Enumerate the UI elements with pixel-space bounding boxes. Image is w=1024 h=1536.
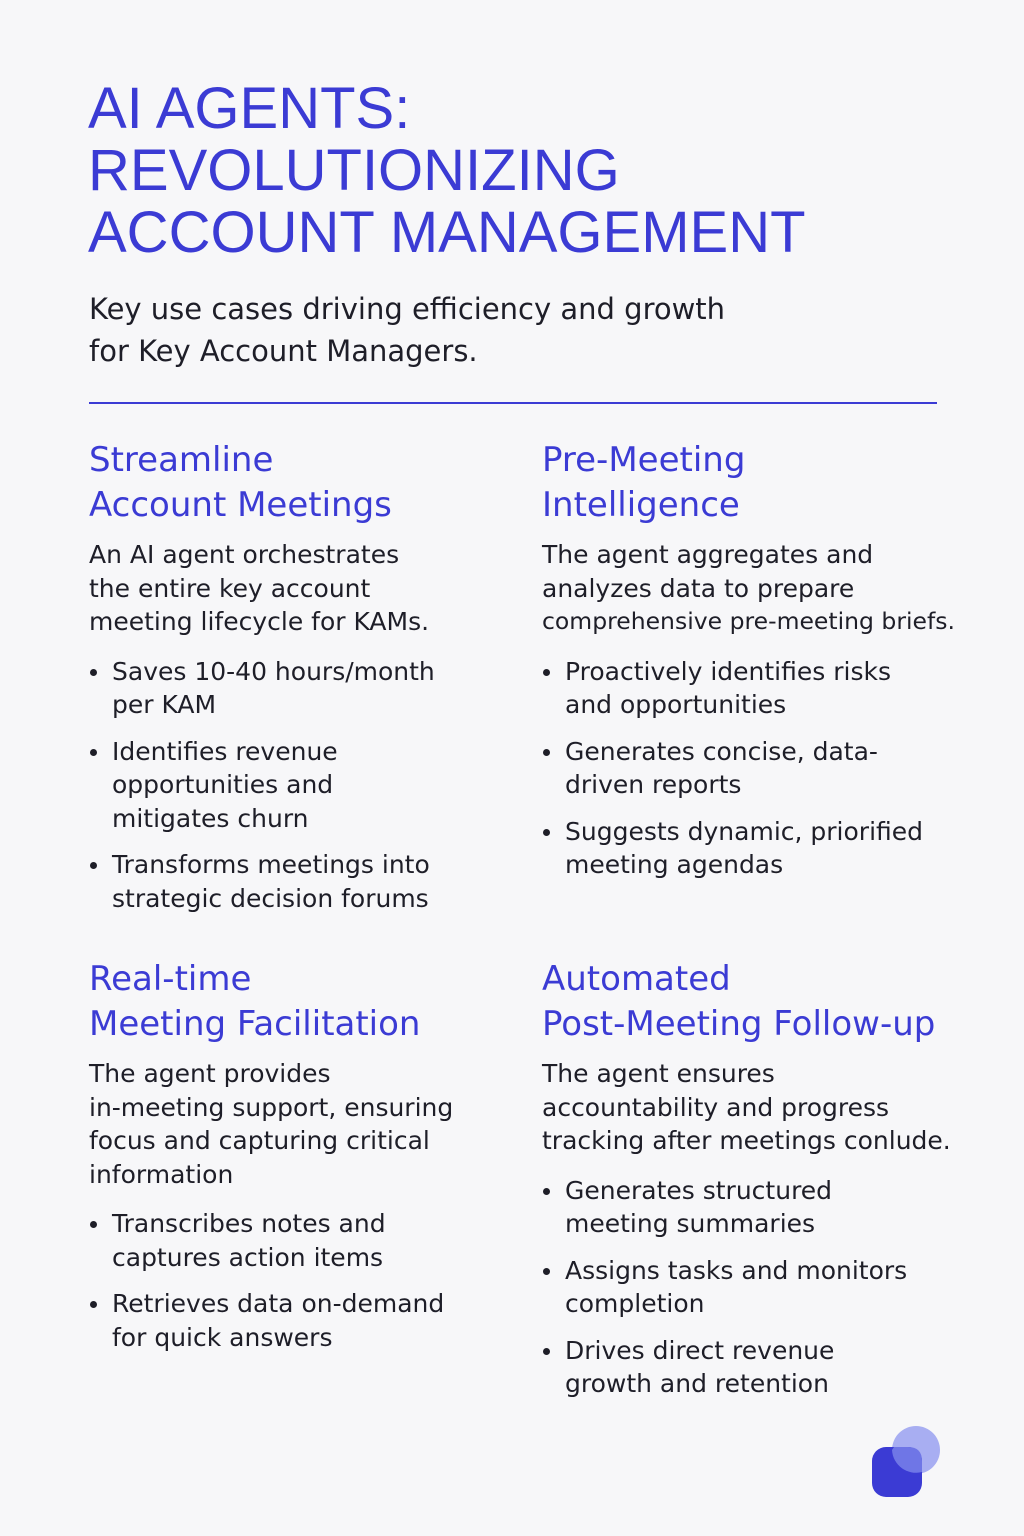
subtitle-line: for Key Account Managers. <box>89 334 478 368</box>
section-title-line: Real-time <box>89 959 252 999</box>
section-post-meeting-follow-up <box>542 957 962 1414</box>
bullet-line: Proactively identifies risks <box>565 656 891 686</box>
bullet-line: strategic decision forums <box>112 883 429 913</box>
subtitle-line: Key use cases driving efficiency and growth <box>89 292 726 326</box>
bullet-line: Generates concise, data- <box>565 736 878 766</box>
bullet-item <box>89 735 509 836</box>
bullet-item <box>542 1334 962 1401</box>
bullet-line: opportunities and <box>112 770 334 799</box>
bullet-item <box>89 1207 509 1274</box>
bullet-line: growth and retention <box>565 1369 829 1398</box>
bullet-list <box>89 1207 509 1354</box>
bullet-line: Assigns tasks and monitors <box>565 1255 908 1285</box>
section-pre-meeting-intelligence <box>542 438 962 895</box>
section-title-line: Pre-Meeting <box>542 440 746 480</box>
bullet-list <box>89 655 509 916</box>
bullet-line: completion <box>565 1289 705 1318</box>
description-line: tracking after meetings conlude. <box>542 1126 951 1155</box>
page-title <box>88 78 968 264</box>
section-description <box>542 1057 962 1158</box>
bullet-line: Drives direct revenue <box>565 1335 835 1365</box>
section-title <box>542 438 962 528</box>
page-subtitle <box>89 288 789 372</box>
bullet-item <box>542 655 962 722</box>
bullet-item <box>89 1287 509 1354</box>
bullet-item <box>542 815 962 882</box>
bullet-line: mitigates churn <box>112 803 309 833</box>
bullet-item <box>89 655 509 722</box>
bullet-line: Retrieves data on-demand <box>112 1289 445 1318</box>
bullet-item <box>89 848 509 915</box>
title-line: ACCOUNT MANAGEMENT <box>88 200 806 265</box>
bullet-line: per KAM <box>112 690 217 719</box>
description-line: analyzes data to prepare <box>542 573 855 603</box>
bullet-item <box>542 735 962 802</box>
bullet-line: Transforms meetings into <box>112 850 430 879</box>
header-divider <box>89 402 937 404</box>
bullet-line: driven reports <box>565 770 742 799</box>
section-title <box>542 957 962 1047</box>
section-title-line: Account Meetings <box>89 485 392 525</box>
title-line: REVOLUTIONIZING <box>88 138 620 203</box>
bullet-line: Identifies revenue <box>112 736 338 766</box>
bullet-list <box>542 655 962 882</box>
description-line: The agent ensures <box>542 1059 775 1088</box>
section-title <box>89 438 509 528</box>
title-line: AI AGENTS: <box>88 76 411 141</box>
description-line: An AI agent orchestrates <box>89 540 400 569</box>
section-realtime-facilitation <box>89 957 509 1367</box>
bullet-line: for quick answers <box>112 1322 333 1352</box>
bullet-line: Suggests dynamic, priorified <box>565 816 924 846</box>
bullet-line: and opportunities <box>565 690 787 719</box>
section-description <box>542 538 962 639</box>
section-description <box>89 1057 509 1191</box>
section-description <box>89 538 509 639</box>
bullet-line: meeting agendas <box>565 850 784 879</box>
section-title-line: Meeting Facilitation <box>89 1004 421 1044</box>
bullet-line: Saves 10-40 hours/month <box>112 656 435 686</box>
section-title-line: Post-Meeting Follow-up <box>542 1004 936 1044</box>
description-line: The agent aggregates and <box>542 540 874 569</box>
section-title-line: Intelligence <box>542 485 740 525</box>
section-title-line: Streamline <box>89 440 274 480</box>
bullet-line: meeting summaries <box>565 1209 816 1238</box>
bullet-list <box>542 1174 962 1401</box>
description-line: focus and capturing critical <box>89 1126 430 1155</box>
bullet-item <box>542 1174 962 1241</box>
description-line: meeting lifecycle for KAMs. <box>89 607 430 636</box>
bullet-line: Generates structured <box>565 1175 833 1205</box>
description-line: The agent provides <box>89 1059 331 1088</box>
section-title <box>89 957 509 1047</box>
description-line: accountability and progress <box>542 1092 890 1122</box>
section-title-line: Automated <box>542 959 731 999</box>
bullet-item <box>542 1254 962 1321</box>
description-line: comprehensive pre-meeting briefs. <box>542 607 955 635</box>
bullet-line: Transcribes notes and <box>112 1209 386 1238</box>
description-line: the entire key account <box>89 573 371 603</box>
bullet-line: captures action items <box>112 1242 384 1272</box>
description-line: in-meeting support, ensuring <box>89 1092 454 1122</box>
description-line: information <box>89 1159 234 1189</box>
overlapping-shapes-logo-icon <box>868 1425 944 1501</box>
section-streamline-meetings <box>89 438 509 928</box>
